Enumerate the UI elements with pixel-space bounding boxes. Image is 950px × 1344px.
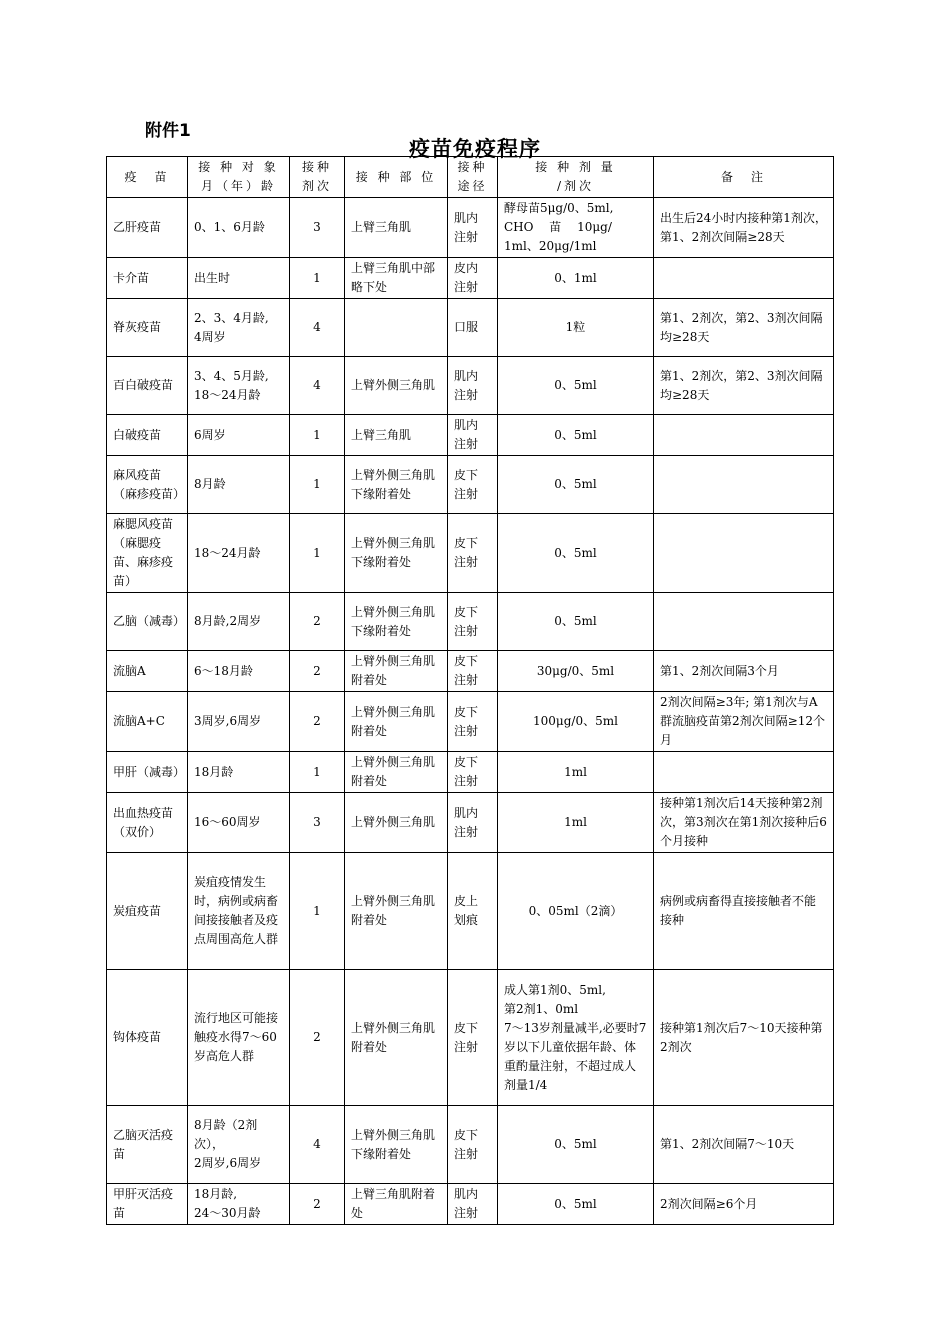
cell-vaccine: 钩体疫苗 bbox=[107, 970, 188, 1106]
cell-dose: 0、05ml（2滴） bbox=[498, 853, 654, 970]
vaccine-schedule-table bbox=[106, 156, 834, 1225]
cell-target-age: 3周岁,6周岁 bbox=[188, 692, 290, 752]
cell-route: 肌内 注射 bbox=[448, 793, 498, 853]
cell-notes: 接种第1剂次后7～10天接种第2剂次 bbox=[654, 970, 834, 1106]
cell-route: 皮下 注射 bbox=[448, 456, 498, 514]
cell-dose: 1ml bbox=[498, 752, 654, 793]
header-dose-count: 接种 剂次 bbox=[290, 157, 345, 198]
cell-injection-site: 上臂三角肌 bbox=[345, 198, 448, 258]
cell-dose: 酵母苗5μg/0、5ml, CHO 苗 10μg/ 1ml、20μg/1ml bbox=[498, 198, 654, 258]
header-route: 接种 途径 bbox=[448, 157, 498, 198]
cell-dose-count: 2 bbox=[290, 970, 345, 1106]
cell-target-age: 6～18月龄 bbox=[188, 651, 290, 692]
cell-dose-count: 3 bbox=[290, 198, 345, 258]
cell-vaccine: 流脑A bbox=[107, 651, 188, 692]
cell-injection-site: 上臂三角肌中部略下处 bbox=[345, 258, 448, 299]
cell-dose-count: 1 bbox=[290, 752, 345, 793]
cell-dose: 1粒 bbox=[498, 299, 654, 357]
table-row bbox=[107, 198, 834, 258]
cell-injection-site: 上臂外侧三角肌附着处 bbox=[345, 853, 448, 970]
header-injection-site: 接 种 部 位 bbox=[345, 157, 448, 198]
cell-dose-count: 1 bbox=[290, 456, 345, 514]
header-vaccine: 疫 苗 bbox=[107, 157, 188, 198]
cell-notes: 第1、2剂次，第2、3剂次间隔均≥28天 bbox=[654, 357, 834, 415]
cell-injection-site: 上臂外侧三角肌附着处 bbox=[345, 651, 448, 692]
cell-notes bbox=[654, 258, 834, 299]
cell-dose-count: 1 bbox=[290, 258, 345, 299]
table-row bbox=[107, 593, 834, 651]
cell-route: 肌内 注射 bbox=[448, 415, 498, 456]
cell-injection-site: 上臂外侧三角肌附着处 bbox=[345, 752, 448, 793]
cell-injection-site: 上臂外侧三角肌下缘附着处 bbox=[345, 456, 448, 514]
cell-route: 皮上 划痕 bbox=[448, 853, 498, 970]
cell-dose: 30μg/0、5ml bbox=[498, 651, 654, 692]
cell-notes: 第1、2剂次间隔7～10天 bbox=[654, 1106, 834, 1184]
cell-dose: 0、5ml bbox=[498, 357, 654, 415]
cell-target-age: 18月龄, 24～30月龄 bbox=[188, 1184, 290, 1225]
cell-target-age: 8月龄（2剂次）， 2周岁,6周岁 bbox=[188, 1106, 290, 1184]
cell-injection-site: 上臂外侧三角肌下缘附着处 bbox=[345, 593, 448, 651]
cell-injection-site: 上臂外侧三角肌 bbox=[345, 793, 448, 853]
cell-injection-site: 上臂外侧三角肌下缘附着处 bbox=[345, 514, 448, 593]
cell-notes bbox=[654, 415, 834, 456]
cell-route: 皮内 注射 bbox=[448, 258, 498, 299]
cell-dose: 0、5ml bbox=[498, 456, 654, 514]
cell-dose-count: 4 bbox=[290, 1106, 345, 1184]
cell-route: 皮下 注射 bbox=[448, 1106, 498, 1184]
cell-target-age: 18～24月龄 bbox=[188, 514, 290, 593]
cell-notes: 接种第1剂次后14天接种第2剂次，第3剂次在第1剂次接种后6个月接种 bbox=[654, 793, 834, 853]
table-row bbox=[107, 258, 834, 299]
cell-dose: 100μg/0、5ml bbox=[498, 692, 654, 752]
cell-target-age: 16～60周岁 bbox=[188, 793, 290, 853]
cell-target-age: 18月龄 bbox=[188, 752, 290, 793]
table-row bbox=[107, 651, 834, 692]
cell-dose-count: 3 bbox=[290, 793, 345, 853]
cell-notes bbox=[654, 514, 834, 593]
cell-vaccine: 卡介苗 bbox=[107, 258, 188, 299]
cell-route: 皮下 注射 bbox=[448, 692, 498, 752]
cell-route: 肌内 注射 bbox=[448, 1184, 498, 1225]
cell-target-age: 2、3、4月龄, 4周岁 bbox=[188, 299, 290, 357]
cell-notes bbox=[654, 752, 834, 793]
cell-vaccine: 甲肝灭活疫苗 bbox=[107, 1184, 188, 1225]
cell-vaccine: 麻腮风疫苗（麻腮疫苗、麻疹疫苗） bbox=[107, 514, 188, 593]
cell-vaccine: 甲肝（减毒） bbox=[107, 752, 188, 793]
cell-dose: 成人第1剂0、5ml, 第2剂1、0ml 7～13岁剂量减半,必要时7岁以下儿童依据年龄、体重酌量注射，不超过成人剂量1/4 bbox=[498, 970, 654, 1106]
cell-notes: 第1、2剂次，第2、3剂次间隔均≥28天 bbox=[654, 299, 834, 357]
header-notes: 备 注 bbox=[654, 157, 834, 198]
table-row bbox=[107, 853, 834, 970]
attachment-label: 附件1 bbox=[145, 121, 191, 141]
cell-notes bbox=[654, 593, 834, 651]
cell-vaccine: 白破疫苗 bbox=[107, 415, 188, 456]
cell-vaccine: 百白破疫苗 bbox=[107, 357, 188, 415]
cell-vaccine: 乙脑（减毒） bbox=[107, 593, 188, 651]
table-row bbox=[107, 1106, 834, 1184]
cell-dose-count: 1 bbox=[290, 853, 345, 970]
header-target-age: 接 种 对 象 月（年）龄 bbox=[188, 157, 290, 198]
cell-dose-count: 2 bbox=[290, 692, 345, 752]
cell-vaccine: 流脑A+C bbox=[107, 692, 188, 752]
cell-notes bbox=[654, 456, 834, 514]
cell-injection-site: 上臂三角肌附着处 bbox=[345, 1184, 448, 1225]
table-row bbox=[107, 793, 834, 853]
cell-notes: 病例或病畜得直接接触者不能接种 bbox=[654, 853, 834, 970]
table-row bbox=[107, 1184, 834, 1225]
cell-notes: 第1、2剂次间隔3个月 bbox=[654, 651, 834, 692]
cell-vaccine: 炭疽疫苗 bbox=[107, 853, 188, 970]
cell-dose-count: 1 bbox=[290, 514, 345, 593]
cell-target-age: 8月龄,2周岁 bbox=[188, 593, 290, 651]
cell-vaccine: 乙肝疫苗 bbox=[107, 198, 188, 258]
cell-notes: 出生后24小时内接种第1剂次，第1、2剂次间隔≥28天 bbox=[654, 198, 834, 258]
cell-vaccine: 乙脑灭活疫苗 bbox=[107, 1106, 188, 1184]
cell-injection-site bbox=[345, 299, 448, 357]
cell-injection-site: 上臂外侧三角肌下缘附着处 bbox=[345, 1106, 448, 1184]
cell-dose: 0、5ml bbox=[498, 514, 654, 593]
cell-route: 皮下 注射 bbox=[448, 593, 498, 651]
cell-route: 口服 bbox=[448, 299, 498, 357]
cell-dose: 0、5ml bbox=[498, 593, 654, 651]
header-dose: 接 种 剂 量 /剂次 bbox=[498, 157, 654, 198]
cell-dose-count: 4 bbox=[290, 299, 345, 357]
cell-injection-site: 上臂外侧三角肌附着处 bbox=[345, 692, 448, 752]
cell-target-age: 6周岁 bbox=[188, 415, 290, 456]
cell-vaccine: 出血热疫苗（双价） bbox=[107, 793, 188, 853]
cell-route: 皮下 注射 bbox=[448, 752, 498, 793]
cell-target-age: 流行地区可能接触疫水得7～60岁高危人群 bbox=[188, 970, 290, 1106]
cell-vaccine: 麻风疫苗（麻疹疫苗） bbox=[107, 456, 188, 514]
cell-dose: 0、5ml bbox=[498, 415, 654, 456]
table-row bbox=[107, 692, 834, 752]
table-header-row bbox=[107, 157, 834, 198]
cell-target-age: 0、1、6月龄 bbox=[188, 198, 290, 258]
cell-dose-count: 2 bbox=[290, 593, 345, 651]
cell-dose-count: 2 bbox=[290, 1184, 345, 1225]
cell-dose: 0、5ml bbox=[498, 1106, 654, 1184]
table-row bbox=[107, 752, 834, 793]
table-row bbox=[107, 514, 834, 593]
page-title: 疫苗免疫程序 bbox=[409, 137, 541, 161]
table-row bbox=[107, 456, 834, 514]
cell-route: 皮下 注射 bbox=[448, 514, 498, 593]
cell-vaccine: 脊灰疫苗 bbox=[107, 299, 188, 357]
table-row bbox=[107, 415, 834, 456]
cell-target-age: 3、4、5月龄, 18～24月龄 bbox=[188, 357, 290, 415]
cell-dose: 0、5ml bbox=[498, 1184, 654, 1225]
cell-injection-site: 上臂外侧三角肌附着处 bbox=[345, 970, 448, 1106]
cell-dose: 1ml bbox=[498, 793, 654, 853]
cell-notes: 2剂次间隔≥6个月 bbox=[654, 1184, 834, 1225]
cell-dose-count: 4 bbox=[290, 357, 345, 415]
cell-route: 皮下 注射 bbox=[448, 970, 498, 1106]
cell-route: 肌内 注射 bbox=[448, 198, 498, 258]
cell-dose-count: 1 bbox=[290, 415, 345, 456]
table-row bbox=[107, 357, 834, 415]
cell-route: 肌内 注射 bbox=[448, 357, 498, 415]
cell-injection-site: 上臂外侧三角肌 bbox=[345, 357, 448, 415]
cell-dose-count: 2 bbox=[290, 651, 345, 692]
table-row bbox=[107, 970, 834, 1106]
table-row bbox=[107, 299, 834, 357]
cell-injection-site: 上臂三角肌 bbox=[345, 415, 448, 456]
cell-target-age: 出生时 bbox=[188, 258, 290, 299]
cell-dose: 0、1ml bbox=[498, 258, 654, 299]
cell-target-age: 炭疽疫情发生时，病例或病畜间接接触者及疫点周围高危人群 bbox=[188, 853, 290, 970]
cell-notes: 2剂次间隔≥3年; 第1剂次与A群流脑疫苗第2剂次间隔≥12个月 bbox=[654, 692, 834, 752]
cell-target-age: 8月龄 bbox=[188, 456, 290, 514]
cell-route: 皮下 注射 bbox=[448, 651, 498, 692]
